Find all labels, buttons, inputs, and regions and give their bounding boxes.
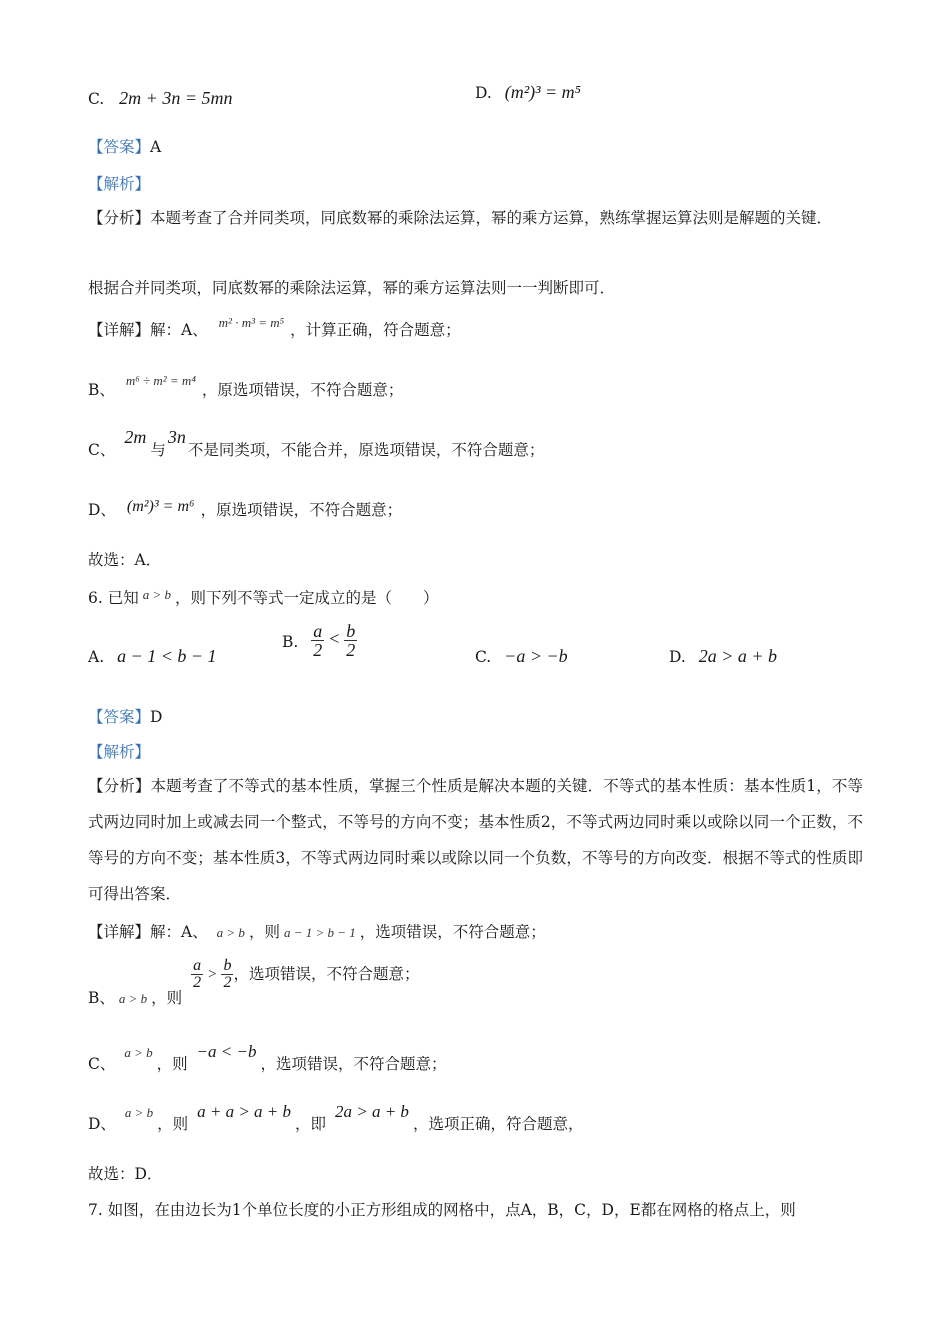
detail-prefix: B、 bbox=[88, 988, 115, 1007]
relation: < bbox=[329, 628, 340, 649]
detail-prefix: D、 bbox=[88, 501, 116, 519]
q6-option-b bbox=[282, 622, 357, 659]
stem-suffix: ，则下列不等式一定成立的是（ ） bbox=[175, 589, 439, 607]
detail-prefix: C、 bbox=[88, 441, 116, 459]
math-expression: −a > −b bbox=[504, 646, 568, 666]
q6-detail-a bbox=[88, 920, 546, 942]
detail-text: ，原选项错误，不符合题意； bbox=[200, 501, 403, 519]
q5-analysis-summary: 根据合并同类项，同底数幂的乘除法运算，幂的乘方运算法则一一判断即可． bbox=[88, 279, 616, 297]
detail-mid: ，则 bbox=[151, 988, 183, 1007]
fenxi-text: 本题考查了不等式的基本性质，掌握三个性质是解决本题的关键．不等式的基本性质：基本性质1，不等式两边同时加上或减去同一个整式，不等号的方向不变；基本性质2，不等式两边同时乘以或除以同一个正数，不等号的方向不变；基本性质3，不等式两边同时乘以或除以同一个负数，不等号的方向改变．根据不等式的性质即可得出答案． bbox=[88, 777, 863, 903]
q5-analysis-heading bbox=[88, 172, 150, 194]
q6-analysis-paragraph bbox=[88, 768, 863, 912]
math-expression: a > b bbox=[124, 1105, 154, 1120]
math-expression: 2a > a + b bbox=[698, 646, 778, 666]
math-expression: 3n bbox=[167, 427, 186, 447]
math-expression: a + a > a + b bbox=[197, 1102, 292, 1121]
q7-stem: 7. 如图，在由边长为1个单位长度的小正方形组成的网格中，点A，B，C，D，E都在网格的格点上，则 bbox=[88, 1201, 796, 1219]
detail-mid: ，则 bbox=[157, 1115, 189, 1133]
denominator: 2 bbox=[313, 640, 323, 660]
q5-detail-d bbox=[88, 498, 402, 520]
q5-option-c bbox=[88, 88, 232, 109]
q6-analysis-heading bbox=[88, 740, 150, 762]
answer-tag: 【答案】 bbox=[88, 708, 151, 726]
answer-value: A bbox=[150, 138, 162, 156]
q5-conclusion: 故选：A． bbox=[88, 551, 162, 569]
relation: > bbox=[208, 966, 217, 983]
numerator: b bbox=[346, 621, 356, 641]
fraction bbox=[191, 958, 203, 991]
detail-tag: 【详解】 bbox=[88, 321, 151, 339]
detail-text: 不是同类项，不能合并，原选项错误，不符合题意； bbox=[187, 441, 545, 459]
analysis-tag: 【解析】 bbox=[88, 743, 151, 761]
detail-text: ，选项错误，不符合题意； bbox=[233, 964, 420, 983]
detail-text: ，选项错误，不符合题意； bbox=[260, 1055, 447, 1073]
q6-answer bbox=[88, 705, 162, 727]
detail-mid: ，则 bbox=[156, 1055, 188, 1073]
numerator: a bbox=[193, 957, 202, 974]
detail-prefix: D、 bbox=[88, 1115, 116, 1133]
option-label: D. bbox=[669, 648, 686, 666]
option-label: B. bbox=[282, 632, 299, 651]
q6-option-d bbox=[669, 646, 777, 667]
option-label: C. bbox=[475, 648, 492, 666]
fenxi-text: 本题考查了合并同类项，同底数幂的乘除法运算，幂的乘方运算，熟练掌握运算法则是解题的关键． bbox=[150, 209, 833, 227]
math-expression: 2a > a + b bbox=[334, 1102, 409, 1121]
option-label: D. bbox=[475, 84, 492, 102]
option-label: A. bbox=[88, 648, 105, 666]
q5-detail-a bbox=[88, 315, 461, 340]
denominator: 2 bbox=[193, 974, 202, 991]
numerator: b bbox=[223, 957, 232, 974]
fraction bbox=[344, 622, 357, 659]
math-expression: m² · m³ = m⁵ bbox=[218, 315, 285, 330]
q5-detail-b bbox=[88, 373, 404, 400]
detail-mid: 与 bbox=[150, 441, 166, 459]
stem-prefix: 6. 已知 bbox=[88, 589, 139, 607]
math-expression: 2m + 3n = 5mn bbox=[119, 88, 233, 108]
detail-text: ，选项正确，符合题意， bbox=[412, 1115, 584, 1133]
detail-text: ，原选项错误，不符合题意； bbox=[201, 381, 404, 399]
detail-mid: ，即 bbox=[295, 1115, 327, 1133]
q5-option-d bbox=[475, 82, 581, 103]
q6-stem bbox=[88, 586, 439, 608]
math-expression: (m²)³ = m⁵ bbox=[504, 82, 581, 102]
answer-tag: 【答案】 bbox=[88, 138, 151, 156]
detail-text: ，选项错误，不符合题意； bbox=[359, 923, 546, 941]
fenxi-tag: 【分析】 bbox=[88, 777, 151, 795]
q6-detail-d bbox=[88, 1102, 584, 1134]
analysis-tag: 【解析】 bbox=[88, 175, 151, 193]
q6-detail-b bbox=[88, 957, 420, 1007]
detail-prefix: 解：A、 bbox=[150, 923, 208, 941]
math-expression: m⁶ ÷ m² = m⁴ bbox=[125, 373, 196, 388]
q6-conclusion: 故选：D． bbox=[88, 1165, 163, 1183]
fraction bbox=[311, 622, 324, 659]
fraction bbox=[221, 958, 233, 991]
detail-prefix: C、 bbox=[88, 1055, 116, 1073]
q5-analysis-paragraph bbox=[88, 200, 863, 236]
detail-tag: 【详解】 bbox=[88, 923, 151, 941]
option-label: C. bbox=[88, 90, 105, 108]
q5-answer bbox=[88, 135, 161, 157]
math-expression: a − 1 < b − 1 bbox=[117, 646, 217, 666]
q5-detail-c bbox=[88, 427, 545, 460]
q6-option-a bbox=[88, 646, 217, 667]
math-expression: a > b bbox=[124, 1045, 153, 1060]
math-expression: 2m bbox=[124, 427, 147, 447]
math-expression: (m²)³ = m⁶ bbox=[126, 498, 195, 515]
math-expression: a − 1 > b − 1 bbox=[283, 925, 356, 940]
detail-mid: ，则 bbox=[248, 923, 280, 941]
math-expression: a > b bbox=[216, 925, 245, 940]
answer-value: D bbox=[150, 708, 163, 726]
math-expression: a > b bbox=[142, 587, 171, 602]
detail-prefix: B、 bbox=[88, 381, 115, 399]
detail-prefix: 解：A、 bbox=[150, 321, 208, 339]
math-expression: −a < −b bbox=[196, 1042, 257, 1061]
math-expression: a > b bbox=[118, 990, 148, 1006]
denominator: 2 bbox=[346, 640, 356, 660]
numerator: a bbox=[313, 621, 323, 641]
q6-detail-c bbox=[88, 1042, 447, 1074]
denominator: 2 bbox=[223, 974, 232, 991]
q6-option-c bbox=[475, 646, 568, 667]
fenxi-tag: 【分析】 bbox=[88, 209, 151, 227]
detail-text: ，计算正确，符合题意； bbox=[290, 321, 461, 339]
